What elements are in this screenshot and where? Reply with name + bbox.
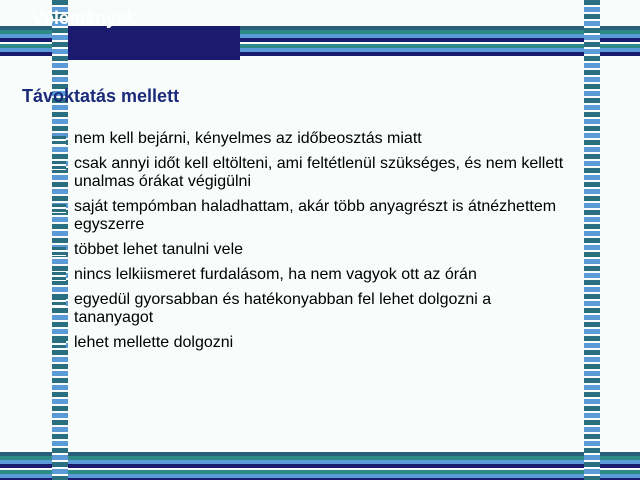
slide-title: Távoktatás mellett bbox=[22, 86, 180, 106]
bullet-text: lehet mellette dolgozni bbox=[74, 334, 234, 351]
bullet-text: saját tempómban haladhattam, akár több anyagrészt is átnézhettem egyszerre bbox=[74, 198, 557, 233]
list-item bbox=[52, 241, 572, 259]
list-item bbox=[52, 266, 572, 284]
bullet-text: nincs lelkiismeret furdalásom, ha nem vagyok ott az órán bbox=[74, 266, 477, 283]
bullet-text: egyedül gyorsabban és hatékonyabban fel lehet dolgozni a tananyagot bbox=[74, 291, 492, 326]
list-item bbox=[52, 334, 572, 352]
header-text: Vélemények bbox=[32, 8, 137, 28]
bullet-icon bbox=[52, 161, 66, 170]
bullet-text: csak annyi időt kell eltölteni, ami feltétlenül szükséges, és nem kellett unalmas órákat végigülni bbox=[74, 155, 564, 190]
list-item bbox=[52, 155, 572, 191]
bullet-icon bbox=[52, 247, 66, 256]
bullet-icon bbox=[52, 204, 66, 213]
bullet-icon bbox=[52, 272, 66, 281]
right-stripe-column bbox=[584, 0, 600, 480]
list-item bbox=[52, 198, 572, 234]
bullet-icon bbox=[52, 136, 66, 145]
bullet-text: nem kell bejárni, kényelmes az időbeosztás miatt bbox=[74, 130, 422, 147]
bullet-icon bbox=[52, 297, 66, 306]
list-item bbox=[52, 130, 572, 148]
top-dark-bar bbox=[68, 26, 240, 60]
list-item bbox=[52, 291, 572, 327]
bullet-list bbox=[52, 130, 572, 359]
bottom-stripe-band bbox=[0, 452, 640, 480]
bullet-text: többet lehet tanulni vele bbox=[74, 241, 244, 258]
bullet-icon bbox=[52, 340, 66, 349]
